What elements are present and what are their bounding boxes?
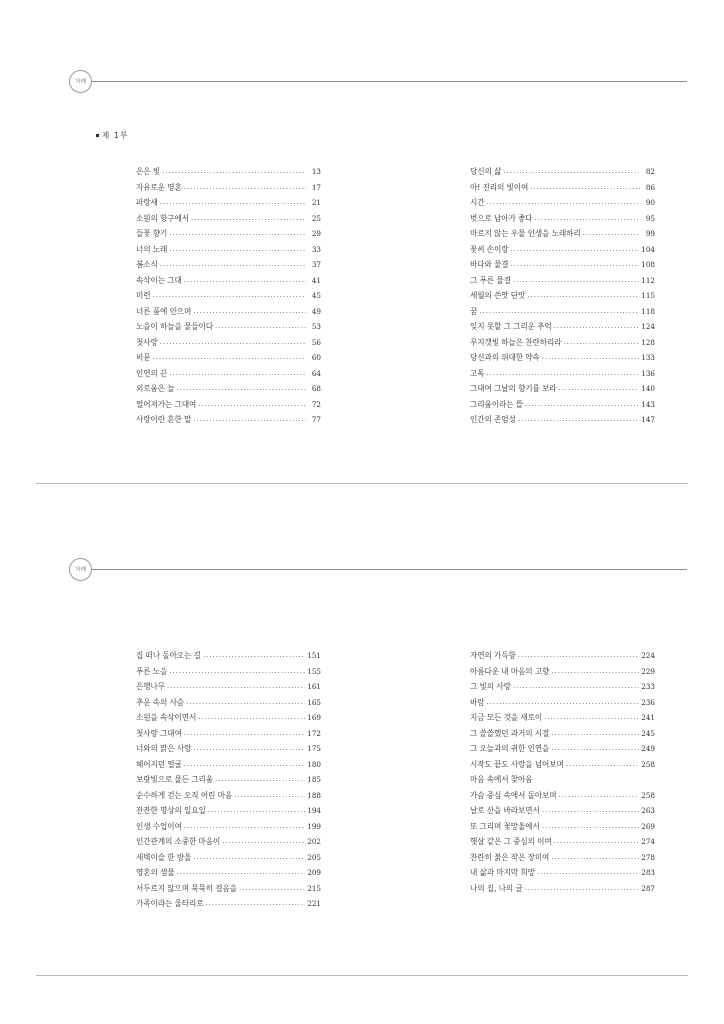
toc-dot-leader xyxy=(563,337,639,346)
toc-entry-label: 꽃씨 손이랑 xyxy=(470,243,509,254)
toc-dot-leader xyxy=(208,805,306,814)
toc-entry-label: 그대여 그날의 향기를 보라 xyxy=(470,383,557,393)
toc-entry-page-number: 53 xyxy=(311,322,321,331)
toc-entry[interactable] xyxy=(136,182,321,198)
toc-entry-page-number: 151 xyxy=(307,651,321,660)
toc-dot-leader xyxy=(518,650,640,659)
toc-entry[interactable] xyxy=(136,306,321,322)
toc-entry-page-number: 245 xyxy=(641,728,655,738)
toc-dot-leader xyxy=(193,414,306,423)
page-1-part-title xyxy=(96,130,128,142)
toc-entry-label: 아! 진리의 빛이여 xyxy=(470,181,529,192)
toc-dot-leader xyxy=(542,352,640,361)
toc-entry-label: 세월의 쓴맛 단맛 xyxy=(470,290,526,300)
toc-dot-leader xyxy=(167,681,305,690)
toc-dot-leader xyxy=(486,197,640,206)
toc-entry[interactable] xyxy=(136,228,321,244)
toc-entry-label: 바람 xyxy=(470,696,485,707)
toc-dot-leader xyxy=(513,681,639,690)
toc-dot-leader xyxy=(160,337,306,346)
toc-dot-leader xyxy=(222,836,305,845)
toc-entry-label: 소원을 속삭이면서 xyxy=(136,712,197,722)
toc-dot-leader xyxy=(525,883,640,892)
page-1-header xyxy=(0,0,724,85)
toc-entry[interactable] xyxy=(470,774,655,790)
toc-dot-leader xyxy=(184,821,306,830)
toc-entry-label: 그 쓸쓸했던 과거의 시절 xyxy=(470,727,550,738)
toc-entry-label: 새벽이슬 한 방울 xyxy=(136,851,192,862)
toc-dot-leader xyxy=(191,213,306,222)
toc-entry-label: 들꽃 향기 xyxy=(136,228,168,238)
toc-entry[interactable] xyxy=(136,883,321,899)
toc-entry[interactable] xyxy=(136,290,321,306)
toc-entry-label: 인간관계의 소중한 마음이 xyxy=(136,836,221,846)
toc-dot-leader xyxy=(518,414,640,423)
toc-entry[interactable] xyxy=(470,306,655,322)
toc-entry-page-number: 241 xyxy=(641,713,655,722)
toc-entry[interactable] xyxy=(470,712,655,728)
toc-entry-page-number: 21 xyxy=(311,198,321,207)
toc-dot-leader xyxy=(551,666,639,675)
toc-entry-label: 너의 노래 xyxy=(136,243,168,254)
toc-entry-page-number: 72 xyxy=(311,399,321,409)
toc-entry-page-number: 185 xyxy=(307,775,321,784)
toc-entry-label: 멀어져가는 그대여 xyxy=(136,398,197,409)
toc-entry-page-number: 143 xyxy=(641,399,655,409)
toc-entry[interactable] xyxy=(136,898,321,914)
toc-entry-page-number: 64 xyxy=(311,368,321,378)
toc-entry[interactable] xyxy=(470,852,655,868)
toc-entry-page-number: 199 xyxy=(307,821,321,831)
toc-dot-leader xyxy=(152,352,306,361)
toc-entry-label: 그 푸른 물결 xyxy=(470,274,511,285)
toc-entry-page-number: 258 xyxy=(641,759,655,769)
toc-dot-leader xyxy=(554,836,640,845)
toc-dot-leader xyxy=(559,383,640,392)
toc-entry-label: 집 떠나 돌아오는 길 xyxy=(136,650,201,660)
page-1-toc-column-left xyxy=(136,166,321,430)
toc-dot-leader xyxy=(551,743,639,752)
toc-entry-page-number: 215 xyxy=(307,883,321,893)
toc-entry-label: 나의 집, 나의 글 xyxy=(470,882,523,893)
toc-entry-page-number: 249 xyxy=(641,744,655,753)
toc-entry-page-number: 229 xyxy=(641,666,655,676)
toc-entry-page-number: 205 xyxy=(307,852,321,862)
toc-entry-page-number: 147 xyxy=(641,415,655,424)
toc-dot-leader xyxy=(530,182,640,191)
toc-entry-page-number: 86 xyxy=(645,182,655,192)
toc-entry[interactable] xyxy=(136,821,321,837)
toc-entry-page-number: 263 xyxy=(641,806,655,815)
toc-entry-page-number: 209 xyxy=(307,868,321,877)
toc-entry[interactable] xyxy=(470,290,655,306)
toc-dot-leader xyxy=(184,728,306,737)
toc-entry-page-number: 274 xyxy=(641,837,655,846)
page-2-toc-column-right xyxy=(470,650,655,898)
toc-entry-page-number: 17 xyxy=(311,182,321,192)
toc-entry-label: 벗으로 남아가 좋다 xyxy=(470,212,533,223)
toc-entry[interactable] xyxy=(136,836,321,852)
toc-entry[interactable] xyxy=(470,213,655,229)
toc-entry-label: 또 그리며 꽃망울에서 xyxy=(470,820,540,831)
toc-entry-label: 첫사랑 xyxy=(136,336,158,347)
toc-entry-label: 추운 속의 사슴 xyxy=(136,696,185,707)
toc-dot-leader xyxy=(193,743,305,752)
toc-entry[interactable] xyxy=(136,774,321,790)
toc-entry[interactable] xyxy=(470,166,655,182)
toc-entry[interactable] xyxy=(470,821,655,837)
page-2-header xyxy=(0,484,724,573)
toc-entry-label: 잊지 못할 그 그리운 추억 xyxy=(470,321,552,331)
toc-entry-label: 인연의 끈 xyxy=(136,367,168,378)
toc-entry-label: 아름다운 내 마음의 고향 xyxy=(470,665,550,676)
toc-entry[interactable] xyxy=(470,399,655,415)
toc-entry-page-number: 56 xyxy=(311,337,321,347)
toc-dot-leader xyxy=(535,213,640,222)
toc-dot-leader xyxy=(177,867,306,876)
page-separator-2 xyxy=(36,975,688,976)
toc-entry-page-number: 82 xyxy=(645,167,655,176)
toc-dot-leader xyxy=(566,759,640,768)
toc-entry-label: 당신의 삶 xyxy=(470,166,502,176)
toc-entry-label: 마르지 않는 우물 인생을 노래하리 xyxy=(470,228,581,238)
toc-entry-label: 푸른 노을 xyxy=(136,665,168,676)
toc-entry[interactable] xyxy=(470,666,655,682)
book-page-2 xyxy=(0,484,724,976)
toc-entry[interactable] xyxy=(470,790,655,806)
toc-dot-leader xyxy=(511,259,640,268)
toc-entry[interactable] xyxy=(136,414,321,430)
toc-entry[interactable] xyxy=(470,805,655,821)
toc-entry-page-number: 221 xyxy=(307,899,321,908)
toc-entry[interactable] xyxy=(136,166,321,182)
toc-entry[interactable] xyxy=(136,728,321,744)
page-1-marker-circle xyxy=(69,70,92,93)
toc-entry-label: 순수하게 걷는 오직 어린 마음 xyxy=(136,789,233,800)
toc-dot-leader xyxy=(479,306,639,315)
toc-entry-label: 사랑이란 흔한 말 xyxy=(136,414,192,424)
page-1-part-title-text: 제 1부 xyxy=(102,130,129,141)
toc-entry[interactable] xyxy=(470,728,655,744)
toc-entry-label: 봄소식 xyxy=(136,259,158,269)
toc-dot-leader xyxy=(162,166,306,175)
toc-entry[interactable] xyxy=(470,368,655,384)
toc-dot-leader xyxy=(198,399,306,408)
toc-dot-leader xyxy=(544,712,639,721)
toc-entry-page-number: 188 xyxy=(307,790,321,800)
toc-entry-label: 당신과의 위대한 약속 xyxy=(470,352,540,362)
toc-entry[interactable] xyxy=(470,337,655,353)
toc-entry-label: 첫사랑 그대여 xyxy=(136,727,182,738)
toc-entry-label: 꿈 xyxy=(470,305,478,316)
toc-entry-label: 너와의 맑은 사랑 xyxy=(136,743,192,753)
toc-entry[interactable] xyxy=(136,852,321,868)
toc-entry[interactable] xyxy=(470,650,655,666)
toc-entry-label: 자유로운 영혼 xyxy=(136,181,182,192)
toc-entry-label: 고독 xyxy=(470,367,485,378)
toc-entry-label: 그리움이라는 뜰 xyxy=(470,398,523,409)
toc-entry-label: 너른 품에 안으며 xyxy=(136,305,192,316)
toc-entry[interactable] xyxy=(470,883,655,899)
toc-entry-page-number: 45 xyxy=(311,291,321,300)
toc-dot-leader xyxy=(152,290,306,299)
toc-entry-page-number: 108 xyxy=(641,260,655,269)
toc-dot-leader xyxy=(193,306,306,315)
toc-entry-page-number: 115 xyxy=(641,291,655,300)
toc-entry-label: 외로움은 늘 xyxy=(136,383,175,393)
toc-entry[interactable] xyxy=(136,352,321,368)
toc-entry-page-number: 95 xyxy=(645,213,655,223)
toc-dot-leader xyxy=(203,650,305,659)
toc-entry-label: 영혼의 샘물 xyxy=(136,867,175,877)
toc-entry[interactable] xyxy=(136,197,321,213)
toc-entry[interactable] xyxy=(136,712,321,728)
toc-dot-leader xyxy=(215,321,306,330)
toc-entry[interactable] xyxy=(470,681,655,697)
toc-dot-leader xyxy=(542,821,640,830)
toc-entry[interactable] xyxy=(470,275,655,291)
toc-entry[interactable] xyxy=(136,383,321,399)
toc-entry-page-number: 133 xyxy=(641,353,655,362)
toc-entry[interactable] xyxy=(470,182,655,198)
toc-dot-leader xyxy=(503,166,640,175)
toc-entry-label: 파랑새 xyxy=(136,197,158,207)
toc-entry[interactable] xyxy=(470,867,655,883)
toc-dot-leader xyxy=(551,728,639,737)
square-bullet-icon xyxy=(96,133,99,136)
toc-entry-label: 지금 모든 것을 새로이 xyxy=(470,712,543,722)
toc-entry[interactable] xyxy=(470,259,655,275)
toc-entry[interactable] xyxy=(136,759,321,775)
toc-dot-leader xyxy=(239,883,305,892)
toc-entry-label: 가족이라는 울타리로 xyxy=(136,898,204,908)
toc-entry-page-number: 169 xyxy=(307,713,321,722)
page-2-marker-circle xyxy=(69,558,92,581)
toc-entry-label: 은은 빛 xyxy=(136,166,161,176)
toc-dot-leader xyxy=(193,852,305,861)
toc-entry-label: 그 빛의 사랑 xyxy=(470,681,511,691)
toc-entry-label: 시간 xyxy=(470,197,485,207)
toc-dot-leader xyxy=(486,368,639,377)
toc-entry-page-number: 49 xyxy=(311,306,321,316)
toc-entry[interactable] xyxy=(470,836,655,852)
toc-entry-page-number: 33 xyxy=(311,244,321,254)
toc-entry-page-number: 161 xyxy=(307,682,321,691)
toc-dot-leader xyxy=(184,182,306,191)
toc-entry-page-number: 60 xyxy=(311,353,321,362)
toc-entry-page-number: 278 xyxy=(641,852,655,862)
toc-entry-page-number: 287 xyxy=(641,883,655,893)
toc-dot-leader xyxy=(205,898,305,907)
toc-entry-page-number: 180 xyxy=(307,759,321,769)
toc-entry-label: 헤어지던 얼굴 xyxy=(136,758,182,769)
book-page-1 xyxy=(0,0,724,484)
toc-entry[interactable] xyxy=(136,650,321,666)
toc-entry-page-number: 118 xyxy=(641,306,655,316)
toc-entry-label: 가슴 중심 속에서 돌아보며 xyxy=(470,789,557,800)
toc-entry[interactable] xyxy=(470,228,655,244)
toc-entry-page-number: 29 xyxy=(311,229,321,238)
page-2-toc-column-left xyxy=(136,650,321,914)
toc-dot-leader xyxy=(511,244,640,253)
toc-entry-label: 서두르지 않으며 묵묵히 걸음을 xyxy=(136,882,238,893)
toc-entry-page-number: 224 xyxy=(641,651,655,660)
toc-entry-label: 속삭이는 그대 xyxy=(136,274,182,285)
toc-entry-page-number: 236 xyxy=(641,697,655,707)
toc-entry-label: 찬란히 붉은 작은 장미여 xyxy=(470,851,550,862)
toc-entry-page-number: 41 xyxy=(311,275,321,285)
toc-dot-leader xyxy=(542,805,640,814)
toc-dot-leader xyxy=(583,228,640,237)
toc-entry[interactable] xyxy=(470,321,655,337)
toc-entry-page-number: 13 xyxy=(311,167,321,176)
toc-entry-label: 시작도 끝도 사랑을 넘어보며 xyxy=(470,758,564,769)
toc-entry-page-number: 77 xyxy=(311,415,321,424)
toc-entry-page-number: 258 xyxy=(641,790,655,800)
page-1-header-rule xyxy=(91,81,687,82)
toc-dot-leader xyxy=(169,228,306,237)
toc-entry-label: 바다와 물결 xyxy=(470,259,509,269)
toc-entry-page-number: 128 xyxy=(641,337,655,347)
toc-dot-leader xyxy=(186,697,305,706)
toc-dot-leader xyxy=(234,790,305,799)
toc-entry[interactable] xyxy=(136,399,321,415)
toc-dot-leader xyxy=(160,259,306,268)
toc-dot-leader xyxy=(184,275,306,284)
toc-entry-label: 은행나무 xyxy=(136,681,165,691)
toc-entry-page-number: 283 xyxy=(641,868,655,877)
toc-entry[interactable] xyxy=(470,743,655,759)
toc-entry-label: 그 오늘과의 귀한 인연을 xyxy=(470,743,550,753)
toc-entry[interactable] xyxy=(136,697,321,713)
toc-dot-leader xyxy=(554,321,640,330)
page-2-marker-label: 차례 xyxy=(75,565,86,573)
toc-entry-page-number: 124 xyxy=(641,322,655,331)
toc-entry-page-number: 269 xyxy=(641,821,655,831)
toc-entry-page-number: 68 xyxy=(311,384,321,393)
toc-entry[interactable] xyxy=(136,337,321,353)
toc-entry-page-number: 136 xyxy=(641,368,655,378)
toc-entry-page-number: 165 xyxy=(307,697,321,707)
toc-dot-leader xyxy=(169,244,306,253)
page-1-toc-column-right xyxy=(470,166,655,430)
toc-entry[interactable] xyxy=(136,867,321,883)
toc-entry-page-number: 172 xyxy=(307,728,321,738)
toc-dot-leader xyxy=(160,197,306,206)
toc-entry-label: 무지갯빛 하늘은 찬란하리라 xyxy=(470,336,562,347)
toc-entry-page-number: 90 xyxy=(645,198,655,207)
toc-entry-label: 미련 xyxy=(136,290,151,300)
toc-entry-label: 자연의 가득함 xyxy=(470,650,516,660)
toc-entry[interactable] xyxy=(470,352,655,368)
toc-entry-page-number: 112 xyxy=(641,275,655,285)
toc-entry-page-number: 233 xyxy=(641,682,655,691)
toc-entry-label: 노을이 하늘을 물들이다 xyxy=(136,321,213,331)
toc-entry-label: 햇살 같은 그 중심의 이여 xyxy=(470,836,552,846)
toc-dot-leader xyxy=(486,697,639,706)
toc-entry-page-number: 37 xyxy=(311,260,321,269)
toc-entry-page-number: 99 xyxy=(645,229,655,238)
toc-dot-leader xyxy=(559,790,640,799)
toc-dot-leader xyxy=(184,759,306,768)
toc-entry-label: 인생 수업이여 xyxy=(136,820,182,831)
toc-dot-leader xyxy=(177,383,307,392)
toc-dot-leader xyxy=(169,666,305,675)
toc-entry-page-number: 104 xyxy=(641,244,655,254)
toc-entry[interactable] xyxy=(136,743,321,759)
toc-entry[interactable] xyxy=(136,213,321,229)
toc-entry[interactable] xyxy=(136,368,321,384)
toc-dot-leader xyxy=(525,399,639,408)
toc-entry[interactable] xyxy=(470,759,655,775)
page-1-marker-label: 차례 xyxy=(75,77,86,85)
toc-dot-leader xyxy=(169,368,306,377)
toc-entry[interactable] xyxy=(136,805,321,821)
toc-entry-label: 비문 xyxy=(136,352,151,362)
toc-entry-label: 날로 산을 바라보면서 xyxy=(470,805,540,815)
toc-dot-leader xyxy=(198,712,305,721)
toc-entry[interactable] xyxy=(470,197,655,213)
toc-entry-label: 보랏빛으로 물든 그리움 xyxy=(136,774,213,784)
toc-dot-leader xyxy=(513,275,639,284)
toc-entry[interactable] xyxy=(470,383,655,399)
toc-entry-page-number: 194 xyxy=(307,806,321,815)
toc-entry-label: 내 삶과 마지막 희망 xyxy=(470,867,535,877)
toc-entry[interactable] xyxy=(470,697,655,713)
toc-entry[interactable] xyxy=(136,666,321,682)
toc-entry-page-number: 140 xyxy=(641,384,655,393)
toc-entry[interactable] xyxy=(470,414,655,430)
toc-entry-page-number: 155 xyxy=(307,666,321,676)
toc-entry[interactable] xyxy=(136,275,321,291)
page-2-header-rule xyxy=(91,569,687,570)
toc-dot-leader xyxy=(215,774,305,783)
toc-entry-page-number: 25 xyxy=(311,213,321,223)
toc-entry-label: 인간의 존엄성 xyxy=(470,414,516,424)
toc-dot-leader xyxy=(537,867,639,876)
toc-dot-leader xyxy=(527,290,639,299)
toc-entry[interactable] xyxy=(136,681,321,697)
toc-entry-label: 마음 속에서 찾아옴 xyxy=(470,774,533,784)
toc-entry-page-number: 175 xyxy=(307,744,321,753)
toc-entry-label: 소원의 항구에서 xyxy=(136,212,189,223)
toc-entry[interactable] xyxy=(136,244,321,260)
toc-entry[interactable] xyxy=(136,321,321,337)
toc-entry[interactable] xyxy=(470,244,655,260)
toc-entry-page-number: 202 xyxy=(307,837,321,846)
toc-entry[interactable] xyxy=(136,790,321,806)
toc-entry-label: 잔잔한 명상의 일요일 xyxy=(136,805,206,815)
toc-dot-leader xyxy=(551,852,639,861)
toc-entry[interactable] xyxy=(136,259,321,275)
